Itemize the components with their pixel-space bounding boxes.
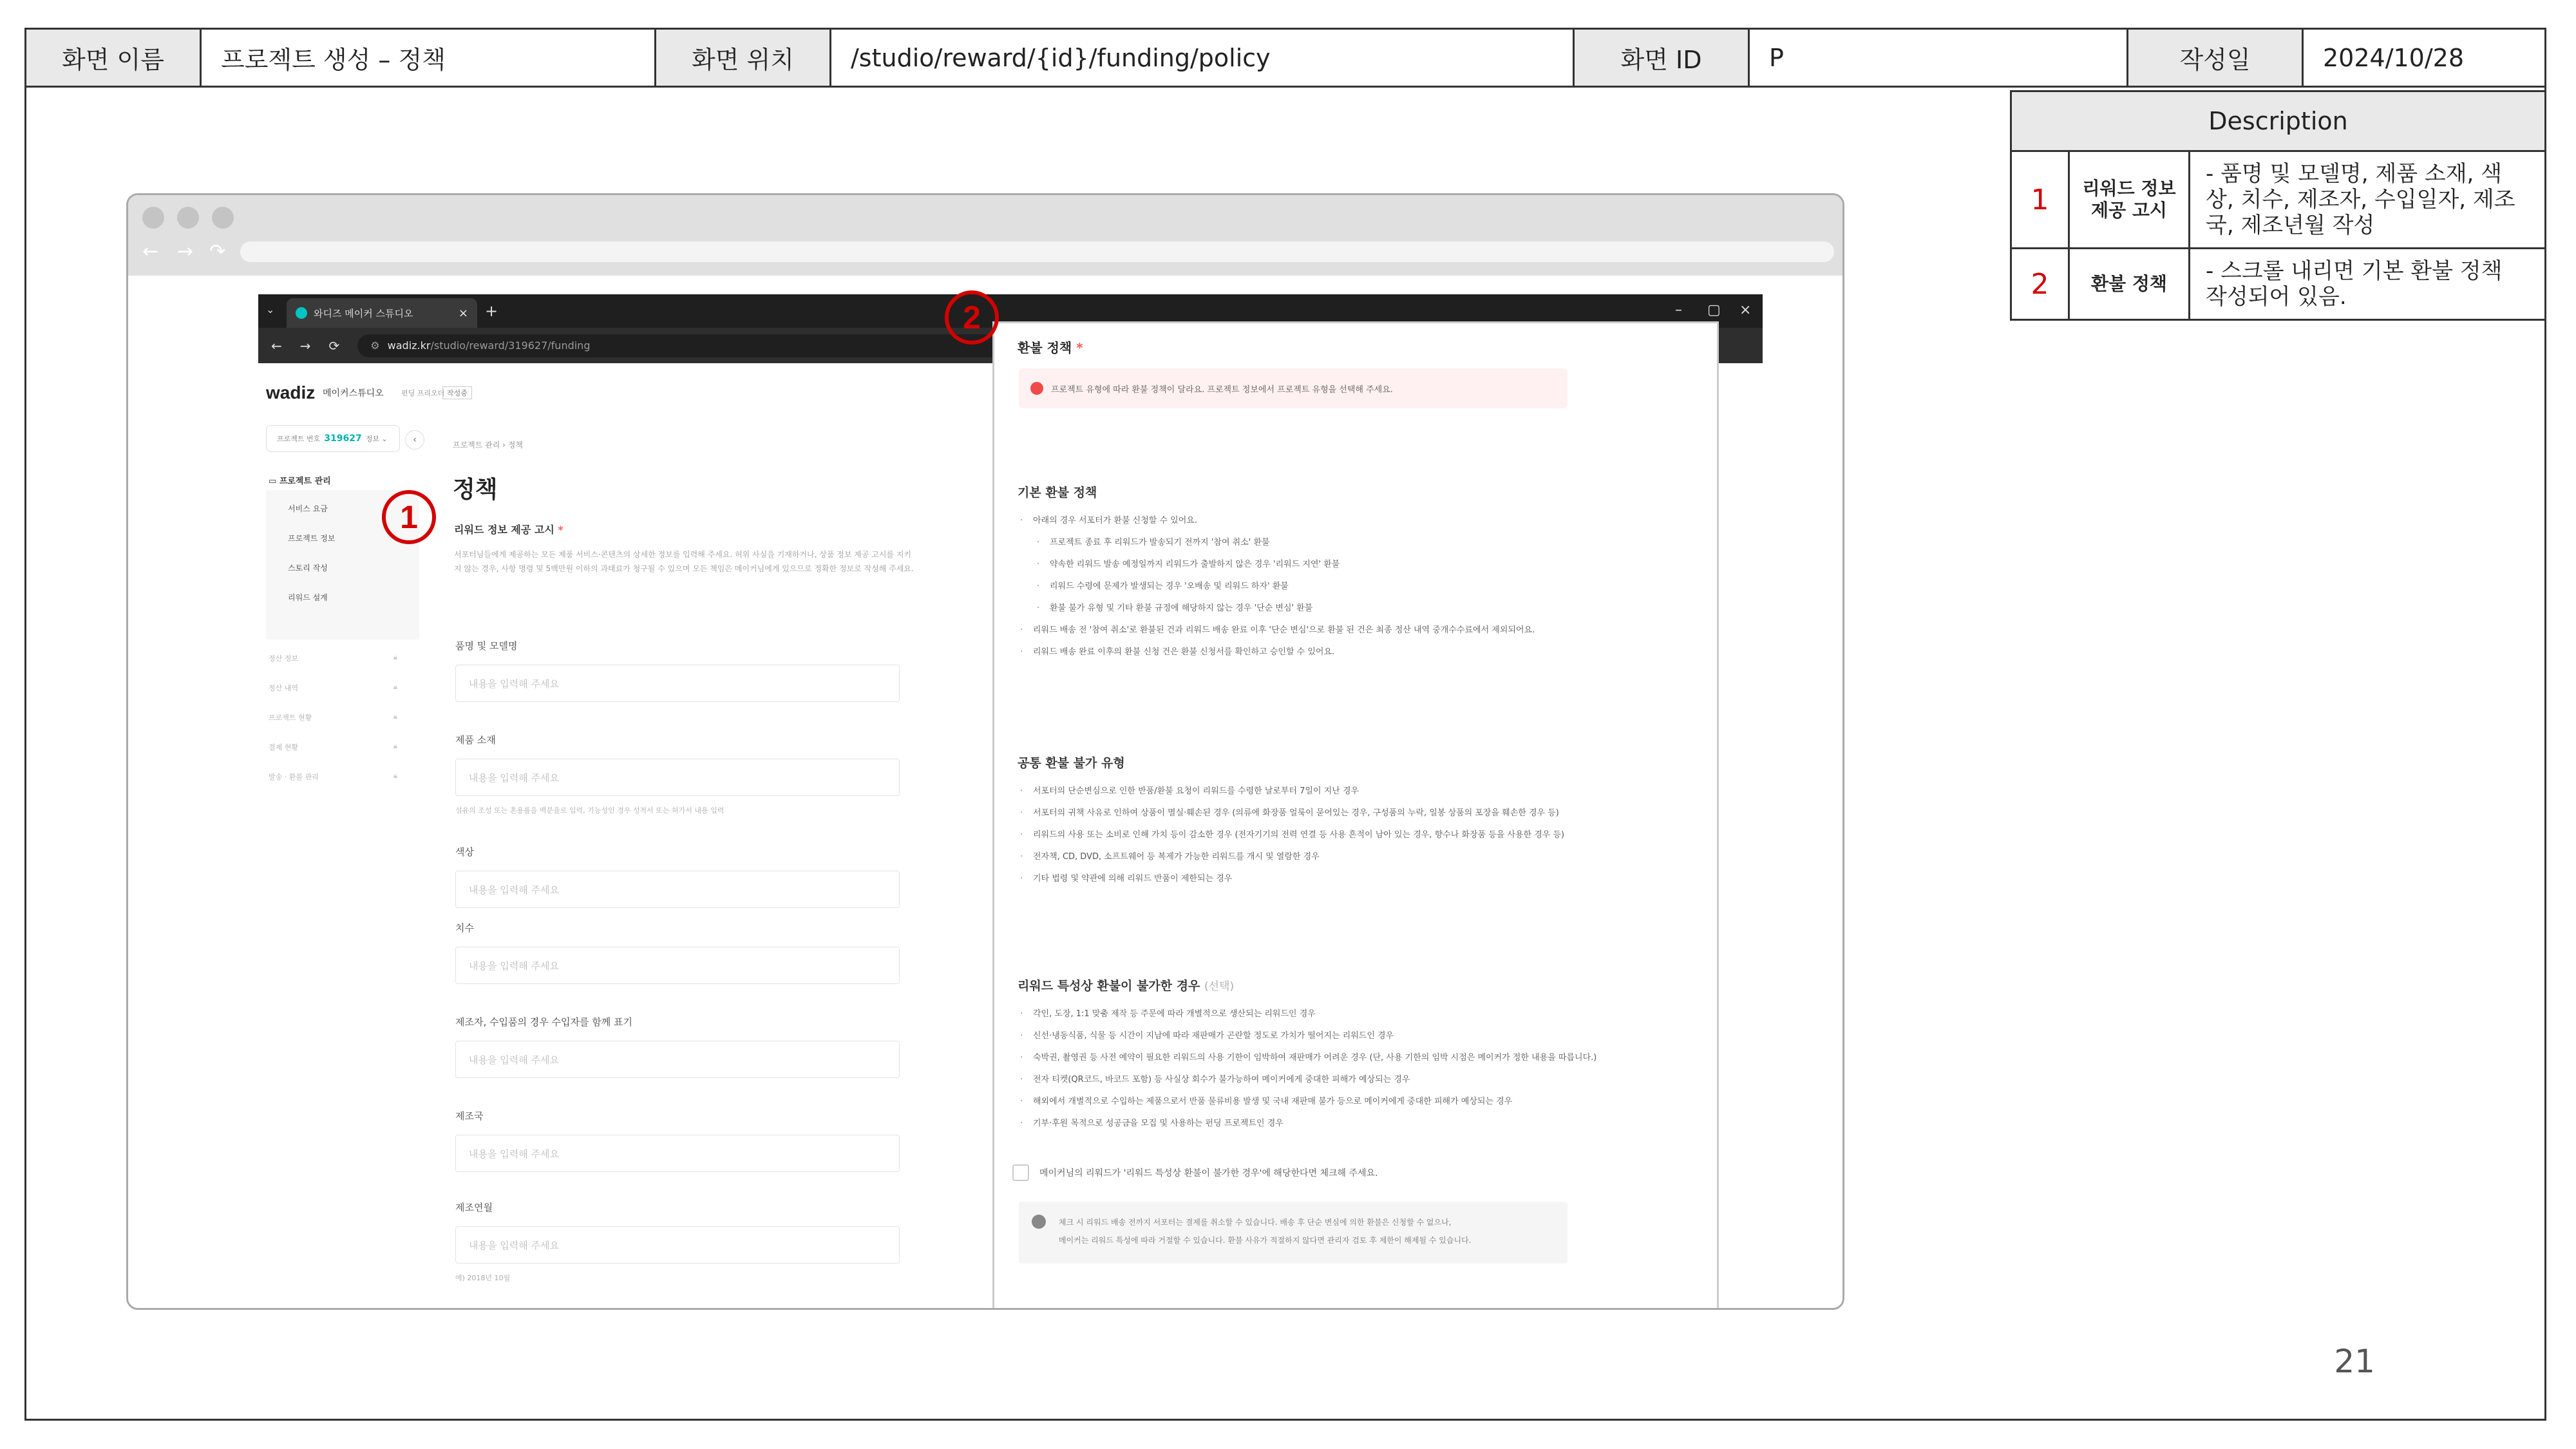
description-name: 리워드 정보 제공 고시: [2069, 151, 2190, 249]
lock-icon: 🔒︎: [393, 712, 397, 721]
back-icon[interactable]: ←: [142, 240, 159, 263]
field-label: 품명 및 모델명: [455, 640, 518, 652]
common-policy-list: [1018, 781, 1687, 890]
sidebar-item-payment-status[interactable]: 결제 현황: [269, 743, 299, 752]
sidebar-item-project-info[interactable]: 프로젝트 정보: [288, 534, 336, 543]
policy-title-text: 환불 정책: [1018, 340, 1072, 355]
policy-list-item: · 리워드 배송 완료 이후의 환불 신청 건은 환불 신청서를 확인하고 승인할 수 있어요.: [1018, 641, 1687, 663]
policy-list-item: · 숙박권, 촬영권 등 사전 예약이 필요한 리워드의 사용 기한이 임박하여 재판매가 어려운 경우 (단, 사용 기한의 임박 시점은 메이커가 정한 내용을 따릅니다.): [1018, 1047, 1687, 1069]
sidebar-item-label: 프로젝트 관리: [279, 477, 331, 486]
policy-list-item: · 기부·후원 목적으로 성공금을 모집 및 사용하는 펀딩 프로젝트인 경우: [1018, 1113, 1687, 1135]
field-help: 예) 2018년 10월: [455, 1274, 511, 1282]
sidebar-item-service-fee[interactable]: 서비스 요금: [288, 504, 328, 513]
studio-sub-label: 펀딩 프리오더: [401, 389, 445, 397]
tab-title: 와디즈 메이커 스튜디오: [314, 307, 413, 319]
forward-icon[interactable]: →: [299, 337, 311, 354]
studio-label: 메이커스튜디오: [323, 388, 384, 399]
manufacture-date-input[interactable]: 내용을 입력해 주세요: [455, 1226, 900, 1264]
checkbox-label: 메이커님의 리워드가 '리워드 특성상 환불이 불가한 경우'에 해당한다면 체크해 주세요.: [1039, 1168, 1378, 1179]
sidebar-collapse-button[interactable]: ‹: [405, 430, 424, 450]
note-line: 체크 시 리워드 배송 전까지 서포터는 결제를 취소할 수 있습니다. 배송 후 단순 변심에 의한 환불은 신청할 수 없으나,: [1059, 1218, 1452, 1227]
screen-id: P: [1750, 30, 2128, 86]
screen-path: /studio/reward/{id}/funding/policy: [831, 30, 1575, 86]
description-name: 환불 정책: [2069, 249, 2190, 320]
callout-marker-2: 2: [945, 290, 999, 345]
url-path: /studio/reward/319627/funding: [430, 339, 591, 352]
policy-list-item: · 서포터의 단순변심으로 인한 반품/환불 요청이 리워드를 수령한 날로부터 7일이 지난 경우: [1018, 781, 1687, 802]
lock-icon: 🔒︎: [393, 653, 397, 661]
sidebar-item-project-management[interactable]: ▭ 프로젝트 관리: [269, 477, 331, 486]
description-row: [2011, 151, 2546, 249]
policy-list-item: · 환불 불가 유형 및 기타 환불 규정에 해당하지 않는 경우 '단순 변심' 환불: [1018, 598, 1687, 620]
lock-icon: 🔒︎: [393, 683, 397, 691]
page-number: 21: [2334, 1343, 2375, 1380]
url-host: wadiz.kr: [387, 339, 431, 352]
policy-list-item: · 신선·냉동식품, 식물 등 시간이 지남에 따라 재판매가 곤란할 정도로 가치가 떨어지는 리워드인 경우: [1018, 1025, 1687, 1047]
wadiz-favicon-icon: [296, 307, 307, 319]
section-title-text: 리워드 정보 제공 고시: [454, 524, 554, 536]
special-policy-checkbox[interactable]: [1012, 1164, 1378, 1181]
field-label: 제조국: [455, 1110, 484, 1122]
checkbox[interactable]: [1012, 1164, 1029, 1181]
basic-policy-list: [1018, 510, 1687, 663]
description-table: [2010, 90, 2546, 321]
field-label: 제조자, 수입품의 경우 수입자를 함께 표기: [455, 1016, 632, 1028]
tab-menu-icon[interactable]: ⌄: [266, 303, 275, 316]
screen-id-label: 화면 ID: [1575, 30, 1750, 86]
browser-tab[interactable]: [287, 298, 477, 328]
color-input[interactable]: 내용을 입력해 주세요: [455, 871, 900, 908]
lock-icon: 🔒︎: [393, 772, 397, 780]
browser-toolbar: [128, 195, 1842, 276]
sidebar-item-story[interactable]: 스토리 작성: [288, 564, 328, 573]
policy-alert: [1019, 368, 1567, 408]
policy-list-item: · 리워드의 사용 또는 소비로 인해 가치 등이 감소한 경우 (전자기기의 전력 연결 등 사용 흔적이 남아 있는 경우, 향수나 화장품 등을 사용한 경우 등): [1018, 824, 1687, 846]
policy-list-item: · 약속한 리워드 발송 예정일까지 리워드가 출발하지 않은 경우 '리워드 지연' 환불: [1018, 554, 1687, 576]
description-num: 1: [2011, 151, 2069, 249]
policy-list-item: · 리워드 배송 전 '참여 취소'로 환불된 건과 리워드 배송 완료 이후 '단순 변심'으로 환불 된 건은 최종 정산 내역 중개수수료에서 제외되어요.: [1018, 620, 1687, 641]
maximize-icon[interactable]: ▢: [1707, 302, 1721, 318]
material-input[interactable]: 내용을 입력해 주세요: [455, 759, 900, 796]
policy-list-item: · 해외에서 개별적으로 수입하는 제품으로서 반품 물류비용 발생 및 국내 재판매 불가 등으로 메이커에게 중대한 피해가 예상되는 경우: [1018, 1091, 1687, 1113]
policy-list-item: · 아래의 경우 서포터가 환불 신청할 수 있어요.: [1018, 510, 1687, 532]
project-selector[interactable]: [266, 425, 400, 452]
size-input[interactable]: 내용을 입력해 주세요: [455, 947, 900, 984]
note-line: 메이커는 리워드 특성에 따라 거절할 수 있습니다. 환불 사유가 적절하지 않다면 관리자 검토 후 제한이 해제될 수 있습니다.: [1059, 1236, 1472, 1245]
info-icon: [1032, 1215, 1046, 1229]
screen-name-label: 화면 이름: [26, 30, 202, 86]
alert-icon: [1030, 382, 1043, 395]
field-label: 색상: [455, 846, 474, 858]
screen-name: 프로젝트 생성 – 정책: [202, 30, 656, 86]
common-policy-title: 공통 환불 불가 유형: [1018, 756, 1125, 770]
reload-icon[interactable]: ↷: [209, 240, 226, 263]
optional-tag: (선택): [1204, 980, 1235, 993]
sidebar-item-project-status[interactable]: 프로젝트 현황: [269, 714, 312, 722]
special-policy-title: [1018, 976, 1234, 994]
policy-list-item: · 프로젝트 종료 후 리워드가 발송되기 전까지 '참여 취소' 환불: [1018, 532, 1687, 554]
country-input[interactable]: 내용을 입력해 주세요: [455, 1135, 900, 1172]
spec-header: [24, 28, 2546, 88]
lock-icon: 🔒︎: [393, 742, 397, 750]
site-info-icon[interactable]: ⚙: [370, 339, 380, 352]
model-name-input[interactable]: 내용을 입력해 주세요: [455, 665, 900, 702]
page-title: 정책: [453, 477, 498, 503]
project-number: 319627: [324, 433, 362, 444]
special-policy-title-text: 리워드 특성상 환불이 불가한 경우: [1018, 979, 1200, 993]
back-icon[interactable]: ←: [271, 337, 282, 354]
basic-policy-title: 기본 환불 정책: [1018, 486, 1097, 500]
policy-list-item: · 서포터의 귀책 사유로 인하여 상품이 멸실·훼손된 경우 (의류에 화장품 얼룩이 묻어있는 경우, 구성품의 누락, 일봉 상품의 포장을 훼손한 경우 등): [1018, 802, 1687, 824]
policy-list-item: · 전자 티켓(QR코드, 바코드 포함) 등 사실상 회수가 불가능하여 메이커에게 중대한 피해가 예상되는 경우: [1018, 1069, 1687, 1091]
manufacturer-input[interactable]: 내용을 입력해 주세요: [455, 1041, 900, 1078]
forward-icon[interactable]: →: [177, 240, 194, 263]
callout-marker-1: 1: [382, 490, 436, 544]
field-label: 치수: [455, 922, 474, 934]
close-window-icon[interactable]: ×: [1739, 302, 1752, 318]
status-badge: 작성중: [442, 386, 472, 399]
sidebar-item-reward[interactable]: 리워드 설계: [288, 593, 328, 602]
new-tab-icon[interactable]: +: [485, 302, 498, 320]
policy-list-item: · 기타 법령 및 약관에 의해 리워드 반품이 제한되는 경우: [1018, 868, 1687, 890]
policy-alert-text: 프로젝트 유형에 따라 환불 정책이 달라요. 프로젝트 정보에서 프로젝트 유형을 선택해 주세요.: [1051, 384, 1393, 395]
description-row: [2011, 249, 2546, 320]
special-policy-list: [1018, 1003, 1687, 1135]
sidebar-item-shipping-refund[interactable]: 발송 · 환불 관리: [269, 773, 319, 781]
screen-path-label: 화면 위치: [656, 30, 831, 86]
window-dot: [212, 207, 234, 229]
field-label: 제품 소재: [455, 734, 496, 746]
policy-list-item: · 리워드 수령에 문제가 발생되는 경우 '오배송 및 리워드 하자' 환불: [1018, 576, 1687, 598]
minimize-icon[interactable]: –: [1675, 302, 1682, 318]
sidebar-item-settlement-info[interactable]: 정산 정보: [269, 654, 299, 663]
address-bar[interactable]: [240, 242, 1834, 262]
sidebar-item-settlement-history[interactable]: 정산 내역: [269, 684, 299, 692]
window-dot: [142, 207, 164, 229]
project-label: 프로젝트 번호: [277, 435, 321, 443]
tab-close-icon[interactable]: ×: [458, 306, 468, 320]
section-title: 리워드 정보 제공 고시 *: [454, 524, 564, 536]
field-label: 제조연월: [455, 1202, 493, 1213]
reload-icon[interactable]: ⟳: [328, 337, 340, 354]
browser-mockup: [126, 193, 1844, 1310]
policy-title: 환불 정책 *: [1018, 340, 1083, 355]
window-dot: [177, 207, 199, 229]
date-value: 2024/10/28: [2323, 43, 2465, 72]
field-help: 섬유의 조성 또는 혼용률을 백분율로 입력, 기능성인 경우 성적서 또는 허가서 내용 입력: [455, 806, 724, 815]
project-more: 정보 ⌄: [365, 435, 388, 443]
breadcrumb: 프로젝트 관리 › 정책: [453, 440, 523, 450]
section-description: 서포터님들에게 제공하는 모든 제품 서비스·콘텐츠의 상세한 정보를 입력해 주세요. 허위 사실을 기재하거나, 상품 정보 제공 고시를 지키지 않는 경우, 사항 명령 및 5백만원 이하의 과태료가 청구될 수 있으며 모든 책임은 메이커님에게 있으므로 정확한 정보로 작성해 주세요.: [454, 550, 914, 573]
wadiz-logo[interactable]: wadiz: [266, 383, 316, 402]
description-title: Description: [2011, 91, 2546, 151]
description-text: - 스크롤 내리면 기본 환불 정책 작성되어 있음.: [2190, 249, 2546, 320]
policy-list-item: · 전자책, CD, DVD, 소프트웨어 등 복제가 가능한 리워드를 개시 및 열람한 경우: [1018, 846, 1687, 868]
description-num: 2: [2011, 249, 2069, 320]
policy-note: [1019, 1202, 1567, 1264]
refund-policy-panel: [992, 321, 1719, 1310]
date-label: 작성일: [2128, 30, 2304, 86]
policy-list-item: · 각인, 도장, 1:1 맞춤 제작 등 주문에 따라 개별적으로 생산되는 리워드인 경우: [1018, 1003, 1687, 1025]
description-text: - 품명 및 모델명, 제품 소재, 색상, 치수, 제조자, 수입일자, 제조국, 제조년월 작성: [2190, 151, 2546, 249]
